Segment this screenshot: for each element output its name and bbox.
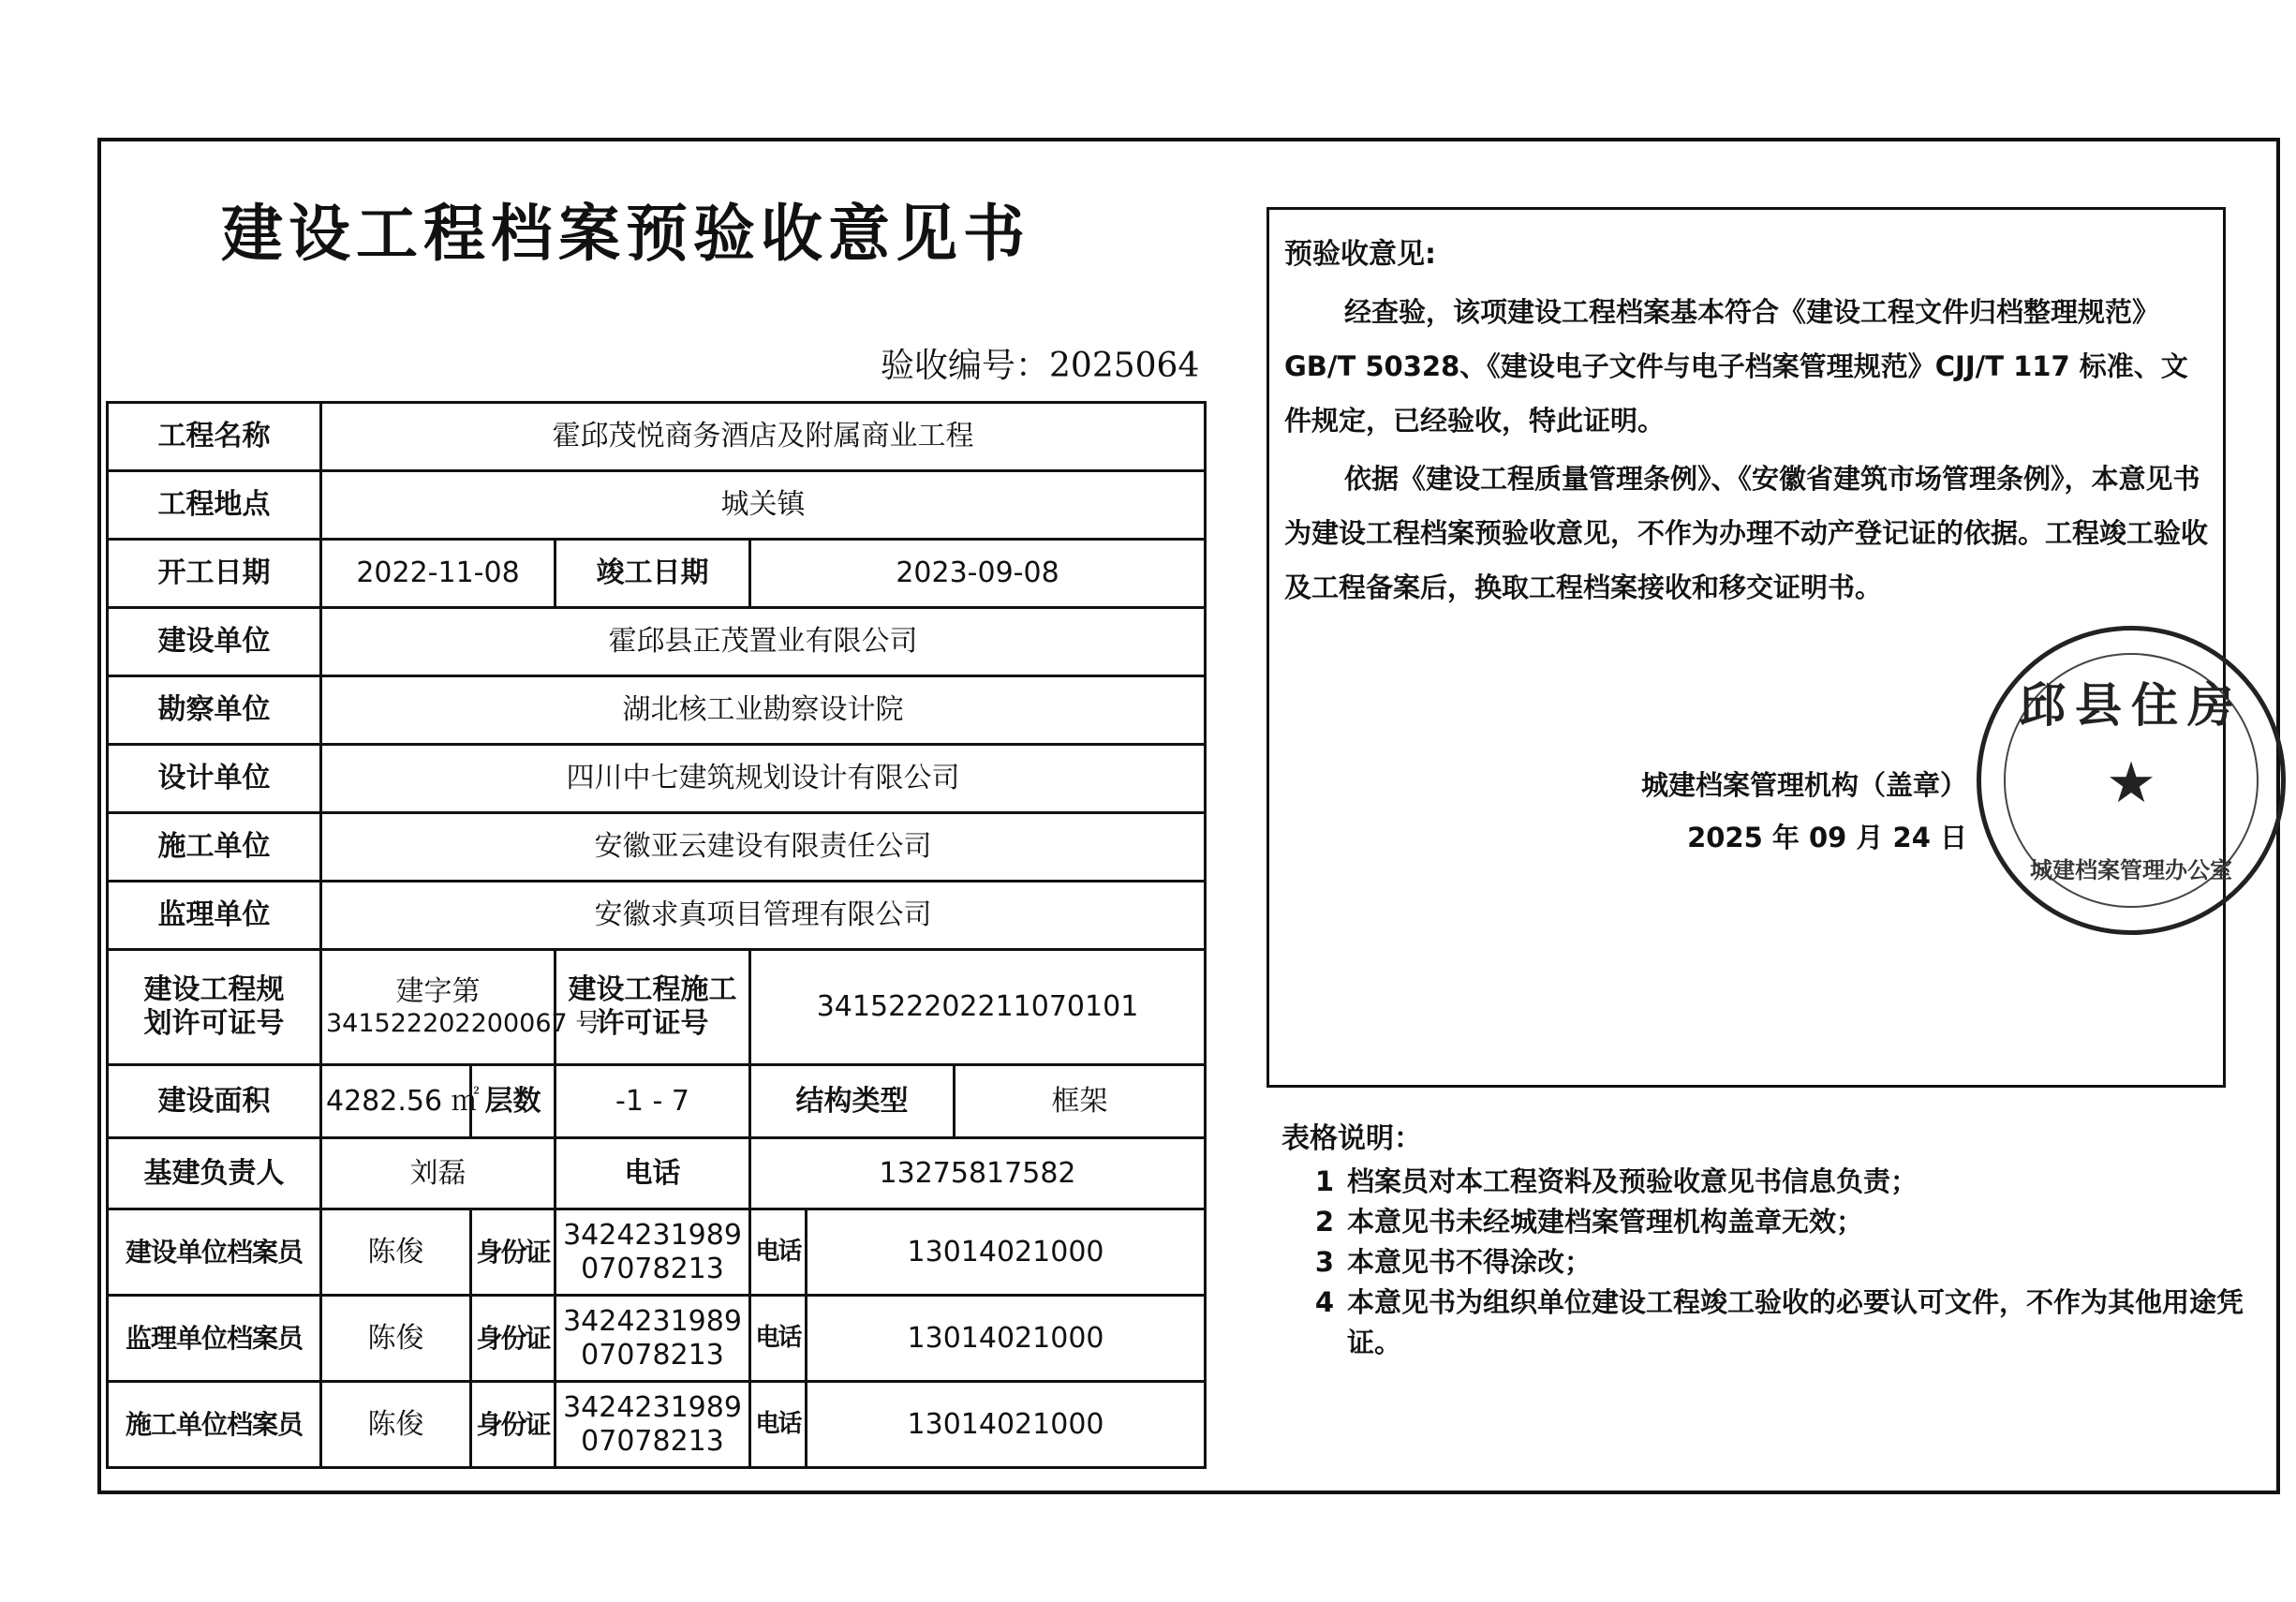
archivist-id-line1: 3424231989 — [563, 1304, 742, 1338]
table-row — [108, 1296, 1206, 1382]
table-row — [108, 1065, 1206, 1138]
construction-permit-label-line1: 建设工程施工 — [568, 973, 737, 1006]
table-row — [108, 403, 1206, 471]
table-row — [108, 540, 1206, 608]
note-number: 2 — [1314, 1206, 1334, 1238]
archivist-id-line2: 07078213 — [581, 1338, 724, 1372]
archivist-id-label: 身份证 — [471, 1209, 555, 1296]
archivist-id-line1: 3424231989 — [563, 1390, 742, 1424]
floors-label: 层数 — [471, 1065, 555, 1138]
note-text: 本意见书未经城建档案管理机构盖章无效； — [1347, 1206, 1864, 1238]
opinion-heading: 预验收意见: — [1284, 238, 1436, 271]
archivist-name: 陈俊 — [321, 1382, 471, 1468]
responsible-label: 基建负责人 — [108, 1138, 321, 1209]
archivist-phone-label: 电话 — [750, 1382, 807, 1468]
official-stamp — [1977, 626, 2286, 935]
archivist-id-label: 身份证 — [471, 1296, 555, 1382]
developer-label: 建设单位 — [108, 608, 321, 676]
design-unit-value: 四川中七建筑规划设计有限公司 — [321, 745, 1206, 813]
opinion-paragraph-2: 依据《建设工程质量管理条例》、《安徽省建筑市场管理条例》，本意见书为建设工程档案预验收意见，不作为办理不动产登记证的依据。工程竣工验收及工程备案后，换取工程档案接收和移交证明书。 — [1284, 463, 2209, 603]
responsible-phone-value: 13275817582 — [750, 1138, 1206, 1209]
completion-date-value: 2023-09-08 — [750, 540, 1206, 608]
supervision-unit-value: 安徽求真项目管理有限公司 — [321, 882, 1206, 950]
area-value: 4282.56 ㎡ — [321, 1065, 471, 1138]
note-number: 4 — [1314, 1286, 1334, 1318]
archivist-phone: 13014021000 — [807, 1209, 1206, 1296]
archivist-label: 监理单位档案员 — [108, 1296, 321, 1382]
design-unit-label: 设计单位 — [108, 745, 321, 813]
survey-unit-label: 勘察单位 — [108, 676, 321, 745]
structure-value: 框架 — [955, 1065, 1206, 1138]
start-date-value: 2022-11-08 — [321, 540, 555, 608]
planning-permit-value-line2: 341522202200067 号 — [326, 1008, 601, 1038]
archivist-label: 施工单位档案员 — [108, 1382, 321, 1468]
responsible-value: 刘磊 — [321, 1138, 555, 1209]
signature-date: 2025 年 09 月 24 日 — [1687, 822, 1967, 853]
archivist-phone: 13014021000 — [807, 1296, 1206, 1382]
table-row — [108, 676, 1206, 745]
note-text: 本意见书为组织单位建设工程竣工验收的必要认可文件，不作为其他用途凭证。 — [1347, 1286, 2244, 1358]
archivist-label: 建设单位档案员 — [108, 1209, 321, 1296]
construction-permit-value: 341522202211070101 — [750, 950, 1206, 1065]
responsible-phone-label: 电话 — [555, 1138, 750, 1209]
opinion-paragraph-1: 经查验，该项建设工程档案基本符合《建设工程文件归档整理规范》GB/T 50328、《建设电子文件与电子档案管理规范》CJJ/T 117 标准、文件规定，已经验收，特此证明。 — [1284, 296, 2188, 437]
archivist-id-label: 身份证 — [471, 1382, 555, 1468]
table-row — [108, 882, 1206, 950]
planning-permit-value-line1: 建字第 — [395, 974, 481, 1008]
floors-value: -1 - 7 — [555, 1065, 750, 1138]
construction-permit-label — [555, 950, 750, 1065]
project-location-label: 工程地点 — [108, 471, 321, 540]
archivist-phone: 13014021000 — [807, 1382, 1206, 1468]
project-name-value: 霍邱茂悦商务酒店及附属商业工程 — [321, 403, 1206, 471]
signature-organization: 城建档案管理机构（盖章） — [1640, 769, 1967, 801]
planning-permit-value — [321, 950, 601, 1065]
form-notes — [1281, 1115, 2256, 1363]
table-row — [108, 1209, 1206, 1296]
table-row — [108, 608, 1206, 676]
note-item — [1281, 1242, 2256, 1283]
archivist-phone-label: 电话 — [750, 1209, 807, 1296]
stamp-bottom-text: 城建档案管理办公室 — [2030, 857, 2232, 883]
table-row — [108, 745, 1206, 813]
table-row — [108, 950, 1206, 1065]
note-number: 1 — [1314, 1165, 1334, 1197]
project-info-table — [106, 401, 1207, 1469]
note-item — [1281, 1162, 2256, 1202]
structure-label: 结构类型 — [750, 1065, 955, 1138]
project-name-label: 工程名称 — [108, 403, 321, 471]
document-title: 建设工程档案预验收意见书 — [221, 197, 1030, 270]
document-number-value: 2025064 — [1049, 347, 1200, 385]
table-row — [108, 813, 1206, 882]
archivist-name: 陈俊 — [321, 1296, 471, 1382]
signature-block — [1592, 759, 1967, 864]
archivist-id-line2: 07078213 — [581, 1252, 724, 1285]
note-item — [1281, 1202, 2256, 1242]
completion-date-label: 竣工日期 — [555, 540, 750, 608]
document-number-label: 验收编号： — [881, 347, 1050, 385]
area-label: 建设面积 — [108, 1065, 321, 1138]
notes-heading: 表格说明： — [1281, 1122, 1422, 1155]
document-number — [881, 339, 1199, 387]
project-location-value: 城关镇 — [321, 471, 1206, 540]
planning-permit-label-line2: 划许可证号 — [143, 1007, 285, 1040]
note-item — [1281, 1283, 2256, 1363]
survey-unit-value: 湖北核工业勘察设计院 — [321, 676, 1206, 745]
table-row — [108, 471, 1206, 540]
start-date-label: 开工日期 — [108, 540, 321, 608]
table-row — [108, 1138, 1206, 1209]
construction-unit-value: 安徽亚云建设有限责任公司 — [321, 813, 1206, 882]
note-text: 本意见书不得涂改； — [1347, 1246, 1592, 1278]
archivist-id-line1: 3424231989 — [563, 1218, 742, 1252]
note-number: 3 — [1314, 1246, 1334, 1278]
archivist-id-line2: 07078213 — [581, 1424, 724, 1458]
construction-permit-label-line2: 许可证号 — [596, 1007, 709, 1040]
table-row — [108, 1382, 1206, 1468]
construction-unit-label: 施工单位 — [108, 813, 321, 882]
archivist-phone-label: 电话 — [750, 1296, 807, 1382]
archivist-name: 陈俊 — [321, 1209, 471, 1296]
archivist-id — [555, 1296, 750, 1382]
stamp-star-icon: ★ — [2106, 750, 2156, 816]
planning-permit-label — [108, 950, 321, 1065]
archivist-id — [555, 1382, 750, 1468]
note-text: 档案员对本工程资料及预验收意见书信息负责； — [1347, 1165, 1918, 1197]
supervision-unit-label: 监理单位 — [108, 882, 321, 950]
developer-value: 霍邱县正茂置业有限公司 — [321, 608, 1206, 676]
archivist-id — [555, 1209, 750, 1296]
stamp-top-text: 邱县住房 — [2019, 678, 2244, 733]
planning-permit-label-line1: 建设工程规 — [143, 973, 285, 1006]
